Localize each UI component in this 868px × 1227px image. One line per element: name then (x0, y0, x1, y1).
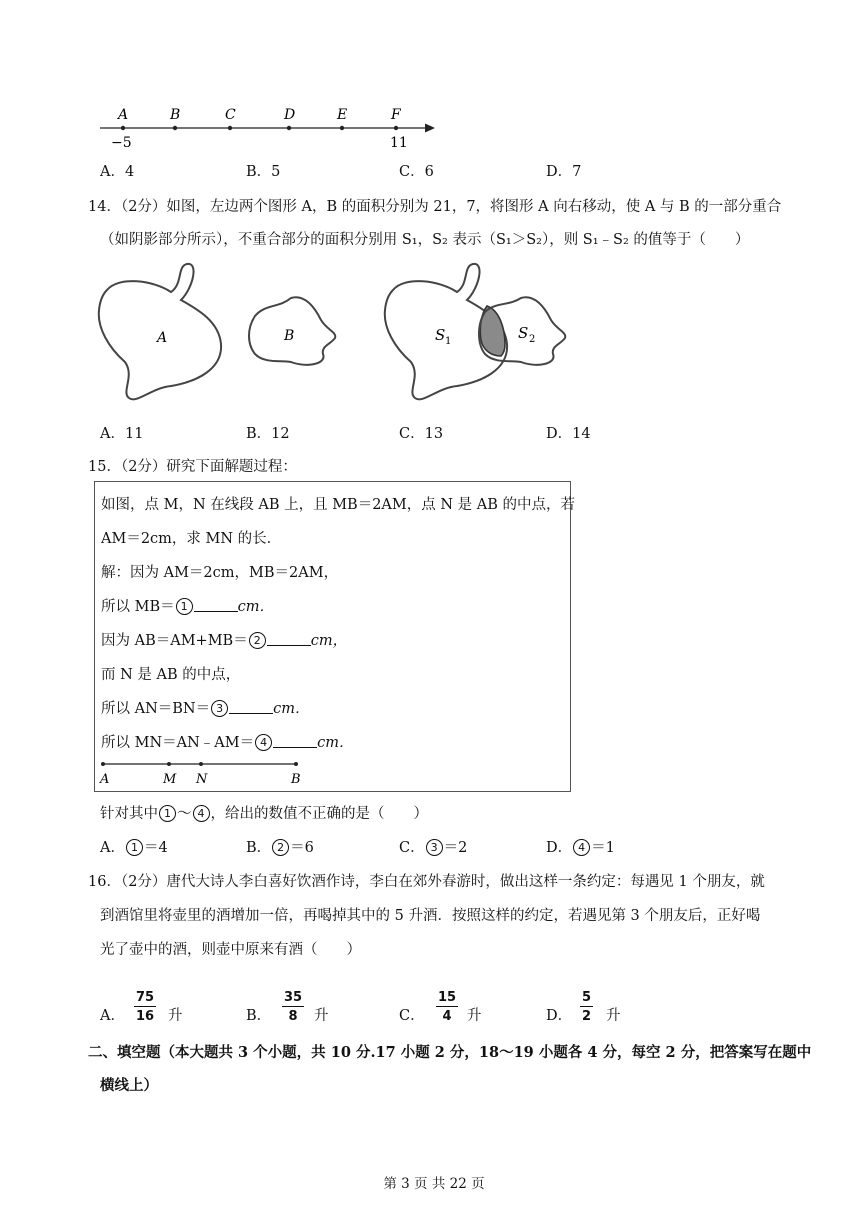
q15-box-line1: 如图，点 M，N 在线段 AB 上，且 MB＝2AM，点 N 是 AB 的中点，若 (101, 497, 576, 513)
label-s2: S (518, 324, 529, 342)
q16-option-d-letter[interactable]: D． (546, 1008, 573, 1024)
q15-option-b[interactable]: B． 2 ＝6 (246, 840, 314, 856)
q14-stem-line2: （如阴影部分所示），不重合部分的面积分别用 S₁，S₂ 表示（S₁＞S₂），则 S₁﹣S₂ 的值等于（ ） (100, 232, 750, 248)
numberline-point-b (173, 126, 177, 130)
numberline-right-value: 11 (390, 135, 408, 151)
circle-4: 4 (255, 734, 272, 751)
circle-1: 1 (176, 598, 193, 615)
q14-shapes-figure (95, 258, 575, 408)
blank-2[interactable] (267, 633, 311, 646)
q16-option-c-fraction: $\frac{15}{4}$ (438, 990, 457, 1024)
q16-option-a-unit: 升 (168, 1008, 183, 1024)
label-s2-sub: 2 (529, 334, 536, 345)
q16-option-b-fraction: $\frac{35}{8}$ (284, 990, 303, 1024)
q14-stem-line1: 14．（2分）如图，左边两个图形 A，B 的面积分别为 21，7，将图形 A 向右移动，使 A 与 B 的一部分重合 (88, 199, 782, 215)
q15-solution-box (94, 481, 576, 792)
numberline-point-a (121, 126, 125, 130)
circle-3: 3 (211, 700, 228, 717)
q15-step4: 所以 MN＝AN﹣AM＝ 4 cm． (101, 735, 354, 751)
numberline-label-b: B (170, 107, 181, 123)
q16-stem-line2: 到酒馆里将壶里的酒增加一倍，再喝掉其中的 5 升酒．按照这样的约定，若遇见第 3 个朋友后，正好喝 (100, 908, 761, 924)
q14-option-d[interactable]: D．14 (546, 426, 591, 442)
q14-option-c[interactable]: C．13 (399, 426, 444, 442)
number-line-figure (95, 104, 440, 152)
numberline-label-e: E (337, 107, 348, 123)
q16-option-a-letter[interactable]: A． (100, 1008, 125, 1024)
q15-option-c[interactable]: C． 3 ＝2 (399, 840, 468, 856)
q15-step-mid: 而 N 是 AB 的中点， (101, 667, 241, 683)
q15-box-line2: AM＝2cm，求 MN 的长． (101, 531, 282, 547)
q15-step1: 所以 MB＝ 1 cm． (101, 599, 274, 615)
numberline-left-value: −5 (111, 135, 132, 151)
q13-option-a[interactable]: A．4 (100, 164, 135, 180)
label-a: A (157, 330, 168, 346)
q15-step3: 所以 AN＝BN＝ 3 cm． (101, 701, 310, 717)
seg-label-m: M (163, 772, 177, 787)
q16-stem-line3: 光了壶中的酒，则壶中原来有酒（ ） (100, 942, 361, 958)
label-s1-sub: 1 (445, 336, 452, 347)
numberline-label-d: D (284, 107, 296, 123)
q13-option-c[interactable]: C．6 (399, 164, 434, 180)
q15-option-d[interactable]: D． 4 ＝1 (546, 840, 615, 856)
q15-question: 针对其中 1 ～ 4 ，给出的数值不正确的是（ ） (100, 806, 428, 822)
q16-option-b-unit: 升 (314, 1008, 329, 1024)
numberline-point-c (228, 126, 232, 130)
q16-option-c-unit: 升 (467, 1008, 482, 1024)
numberline-label-a: A (118, 107, 129, 123)
q15-step2: 因为 AB＝AM+MB＝ 2 cm， (101, 633, 348, 649)
seg-label-b: B (291, 772, 301, 787)
blank-3[interactable] (229, 701, 273, 714)
blank-4[interactable] (273, 735, 317, 748)
q16-option-a-fraction: $\frac{75}{16}$ (136, 990, 155, 1024)
q15-option-a[interactable]: A． 1 ＝4 (100, 840, 168, 856)
q16-option-d-fraction: $\frac{5}{2}$ (582, 990, 592, 1024)
q14-option-a[interactable]: A．11 (100, 426, 144, 442)
q16-option-b-letter[interactable]: B． (246, 1008, 272, 1024)
q13-option-b[interactable]: B．5 (246, 164, 281, 180)
seg-label-n: N (196, 772, 208, 787)
q13-option-d[interactable]: D．7 (546, 164, 582, 180)
q15-title: 15．（2分）研究下面解题过程： (88, 459, 297, 475)
section2-heading-line1: 二、填空题（本大题共 3 个小题，共 10 分.17 小题 2 分，18～19 小题各 4 分，每空 2 分，把答案写在题中 (88, 1044, 812, 1061)
circle-2: 2 (249, 632, 266, 649)
numberline-label-f: F (391, 107, 401, 123)
q16-option-d-unit: 升 (606, 1008, 621, 1024)
seg-label-a: A (100, 772, 110, 787)
numberline-point-f (394, 126, 398, 130)
blank-1[interactable] (194, 599, 238, 612)
section2-heading-line2: 横线上） (100, 1077, 158, 1094)
q15-box-line3: 解：因为 AM＝2cm，MB＝2AM， (101, 565, 339, 581)
label-s1: S (435, 326, 446, 344)
label-b: B (284, 328, 295, 344)
segment-figure (99, 758, 309, 790)
q14-option-b[interactable]: B．12 (246, 426, 290, 442)
numberline-label-c: C (225, 107, 236, 123)
q16-stem-line1: 16．（2分）唐代大诗人李白喜好饮酒作诗，李白在郊外春游时，做出这样一条约定：每遇见 1 个朋友，就 (88, 874, 765, 890)
numberline-point-d (287, 126, 291, 130)
page-footer: 第 3 页 共 22 页 (383, 1176, 485, 1192)
numberline-point-e (340, 126, 344, 130)
q16-option-c-letter[interactable]: C． (399, 1008, 425, 1024)
